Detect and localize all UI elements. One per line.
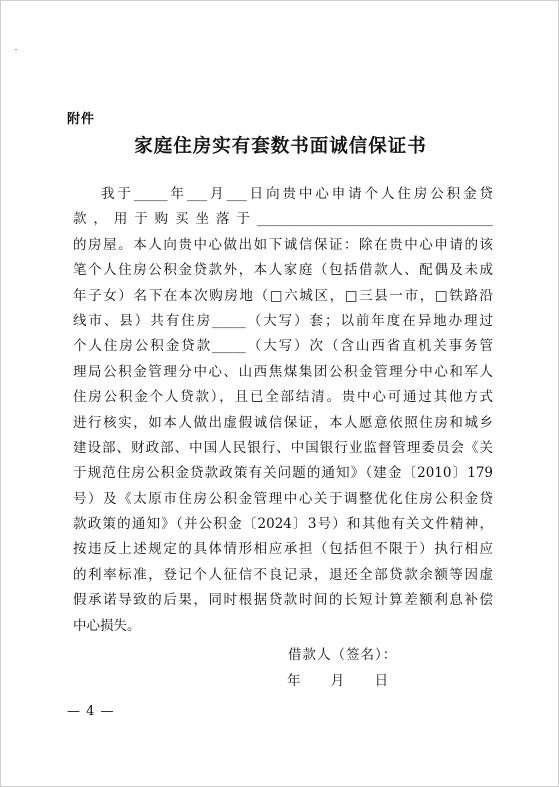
signature-label: 借款人（签名）： xyxy=(288,647,398,663)
body-text xyxy=(73,182,493,639)
document-title: 家庭住房实有套数书面诚信保证书 xyxy=(134,136,427,157)
scan-mark xyxy=(15,49,17,50)
annex-label: 附件 xyxy=(67,112,96,127)
body-line: 住房公积金个人贷款），且已全部结清。贵中心可通过其他方式 xyxy=(73,389,493,406)
body-line: 建设部、财政部、中国人民银行、中国银行业监督管理委员会《关 xyxy=(73,439,493,456)
body-line: 笔个人住房公积金贷款外，本人家庭（包括借款人、配偶及未成 xyxy=(73,262,493,279)
body-line: 个人住房公积金贷款_____（大写）次（含山西省直机关事务管 xyxy=(73,338,493,355)
body-line: 号）及《太原市住房公积金管理中心关于调整优化住房公积金贷 xyxy=(73,490,493,507)
body-line: 我于_____年___月___日向贵中心申请个人住房公积金贷 xyxy=(101,186,493,202)
body-line: 的房屋。本人向贵中心做出如下诚信保证：除在贵中心申请的该 xyxy=(73,236,493,253)
body-line: 款，用于购买坐落于___________________________________ xyxy=(73,211,493,228)
body-line: 年子女）名下在本次购房地（□六城区，□三县一市，□铁路沿 xyxy=(73,287,493,304)
body-line: 假承诺导致的后果，同时根据贷款时间的长短计算差额利息补偿 xyxy=(73,592,493,609)
page-number: — 4 — xyxy=(67,704,115,719)
body-line: 理局公积金管理分中心、山西焦煤集团公积金管理分中心和军人 xyxy=(73,363,493,380)
body-line: 款政策的通知》（并公积金〔2024〕3号）和其他有关文件精神， xyxy=(73,516,493,533)
body-line: 按违反上述规定的具体情形相应承担（包括但不限于）执行相应 xyxy=(73,541,493,558)
date-line: 年 月 日 xyxy=(287,673,389,689)
body-line: 于规范住房公积金贷款政策有关问题的通知》（建金〔2010〕179 xyxy=(73,465,493,482)
body-line: 中心损失。 xyxy=(73,617,141,634)
body-line: 线市、县）共有住房_____（大写）套；以前年度在异地办理过 xyxy=(73,312,493,329)
body-line: 的利率标准，登记个人征信不良记录，退还全部贷款余额等因虚 xyxy=(73,566,493,583)
body-line: 进行核实，如本人做出虚假诚信保证，本人愿意依照住房和城乡 xyxy=(73,414,493,431)
